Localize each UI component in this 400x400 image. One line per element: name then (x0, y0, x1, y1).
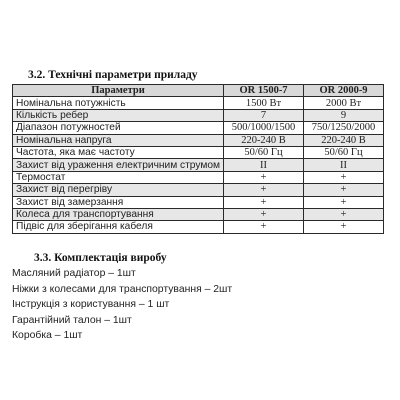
param-name: Кількість ребер (13, 109, 224, 121)
header-model-2: OR 2000-9 (304, 85, 384, 97)
list-item: Ніжки з колесами для транспортування – 2шт (12, 283, 233, 295)
param-name: Захист від ураження електричним струмом (13, 159, 224, 171)
table-row (13, 171, 384, 183)
param-value-model-1: II (224, 159, 304, 171)
table-row (13, 97, 384, 109)
param-value-model-1: + (224, 221, 304, 233)
param-value-model-2: + (304, 196, 384, 208)
list-item: Коробка – 1шт (12, 330, 83, 341)
param-name: Частота, яка має частоту (13, 146, 224, 158)
param-name: Діапазон потужностей (13, 122, 224, 134)
param-value-model-2: + (304, 208, 384, 220)
param-value-model-1: + (224, 196, 304, 208)
param-value-model-1: + (224, 208, 304, 220)
table-row (13, 159, 384, 171)
table-row (13, 146, 384, 158)
param-value-model-1: + (224, 171, 304, 183)
kit-section-title: 3.3. Комплектація виробу (34, 252, 167, 264)
header-parameters: Параметри (13, 85, 224, 97)
table-row (13, 122, 384, 134)
list-item: Гарантійний талон – 1шт (12, 314, 132, 326)
table-header-row (13, 85, 384, 97)
param-value-model-2: 750/1250/2000 (304, 122, 384, 134)
table-row (13, 196, 384, 208)
param-value-model-1: 50/60 Гц (224, 146, 304, 158)
param-name: Номінальна напруга (13, 134, 224, 146)
list-item: Масляний радіатор – 1шт (12, 268, 136, 279)
param-value-model-2: 50/60 Гц (304, 146, 384, 158)
table-row (13, 184, 384, 196)
param-value-model-1: 220-240 В (224, 134, 304, 146)
param-value-model-2: 2000 Вт (304, 97, 384, 109)
param-value-model-1: 1500 Вт (224, 97, 304, 109)
param-name: Захист від замерзання (13, 196, 224, 208)
param-name: Підвіс для зберігання кабеля (13, 221, 224, 233)
param-value-model-2: + (304, 171, 384, 183)
param-name: Колеса для транспортування (13, 208, 224, 220)
kit-list (12, 266, 232, 344)
section-title: 3.2. Технічні параметри приладу (28, 69, 198, 81)
list-item: Інструкція з користування – 1 шт (12, 299, 170, 310)
param-name: Номінальна потужність (13, 97, 224, 109)
spec-table (12, 84, 384, 234)
param-name: Захист від перегріву (13, 184, 224, 196)
table-row (13, 221, 384, 233)
table-row (13, 208, 384, 220)
table-row (13, 134, 384, 146)
param-value-model-2: 9 (304, 109, 384, 121)
param-value-model-2: 220-240 В (304, 134, 384, 146)
table-row (13, 109, 384, 121)
param-value-model-1: 500/1000/1500 (224, 122, 304, 134)
param-value-model-2: + (304, 221, 384, 233)
param-value-model-1: 7 (224, 109, 304, 121)
param-value-model-2: II (304, 159, 384, 171)
param-name: Термостат (13, 171, 224, 183)
header-model-1: OR 1500-7 (224, 85, 304, 97)
param-value-model-2: + (304, 184, 384, 196)
param-value-model-1: + (224, 184, 304, 196)
